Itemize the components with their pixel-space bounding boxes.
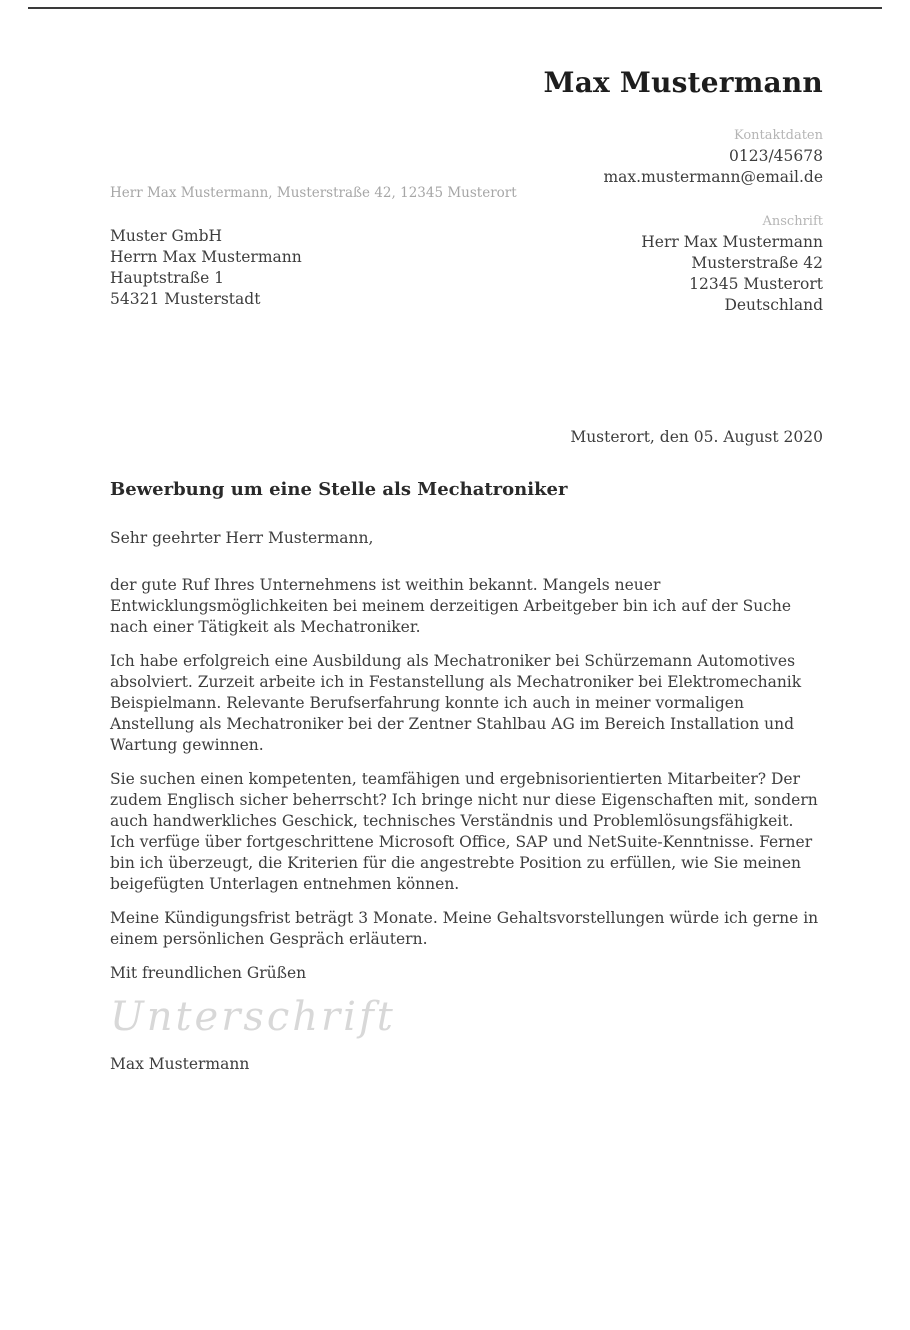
paragraph-intro: der gute Ruf Ihres Unternehmens ist weithin bekannt. Mangels neuer Entwicklungsmöglichkeiten bei meinem derzeitigen Arbeitgeber bin ich auf der Suche nach einer Tätigkeit als Mechatroniker. <box>110 576 792 636</box>
recipient-line: Muster GmbH <box>110 227 223 245</box>
recipient-line: Herrn Max Mustermann <box>110 248 302 266</box>
contact-phone: 0123/45678 <box>729 147 823 165</box>
subject-line: Bewerbung um eine Stelle als Mechatroniker <box>110 479 568 500</box>
closing-phrase: Mit freundlichen Grüßen <box>110 964 307 982</box>
recipient-block <box>110 226 302 310</box>
address-line: Herr Max Mustermann <box>641 233 823 251</box>
sender-line: Herr Max Mustermann, Musterstraße 42, 12345 Musterort <box>110 185 517 201</box>
signature-script: Unterschrift <box>110 994 396 1040</box>
address-label: Anschrift <box>762 214 823 229</box>
paragraph-experience: Ich habe erfolgreich eine Ausbildung als Mechatroniker bei Schürzemann Automotives absolviert. Zurzeit arbeite ich in Festanstellung als Mechatroniker bei Elektromechanik Beispielmann. Relevante Berufserfahrung konnte ich auch in meiner vormaligen Anstellung als Mechatroniker bei der Zentner Stahlbau AG im Bereich Installation und Wartung gewinnen. <box>110 652 802 754</box>
recipient-line: 54321 Musterstadt <box>110 290 261 308</box>
letter-body <box>110 528 823 1075</box>
address-block <box>641 211 823 316</box>
contact-email: max.mustermann@email.de <box>603 168 823 186</box>
paragraph-notice-period: Meine Kündigungsfrist beträgt 3 Monate. Meine Gehaltsvorstellungen würde ich gerne in einem persönlichen Gespräch erläutern. <box>110 909 819 948</box>
applicant-name: Max Mustermann <box>543 66 823 99</box>
contact-label: Kontaktdaten <box>733 128 823 143</box>
top-rule <box>28 7 882 9</box>
address-line: Musterstraße 42 <box>691 254 823 272</box>
salutation: Sehr geehrter Herr Mustermann, <box>110 529 374 547</box>
paragraph-skills: Sie suchen einen kompetenten, teamfähigen und ergebnisorientierten Mitarbeiter? Der zudem Englisch sicher beherrscht? Ich bringe nicht nur diese Eigenschaften mit, sondern auch handwerkliches Geschick, technisches Verständnis und Problemlösungsfähigkeit. Ich verfüge über fortgeschrittene Microsoft Office, SAP und NetSuite-Kenntnisse. Ferner bin ich überzeugt, die Kriterien für die angestrebte Position zu erfüllen, wie Sie meinen beigefügten Unterlagen entnehmen können. <box>110 770 818 893</box>
signoff-name: Max Mustermann <box>110 1055 250 1073</box>
recipient-line: Hauptstraße 1 <box>110 269 225 287</box>
contact-block <box>603 125 823 188</box>
address-line: Deutschland <box>724 296 823 314</box>
date-line: Musterort, den 05. August 2020 <box>570 428 823 446</box>
address-line: 12345 Musterort <box>689 275 823 293</box>
